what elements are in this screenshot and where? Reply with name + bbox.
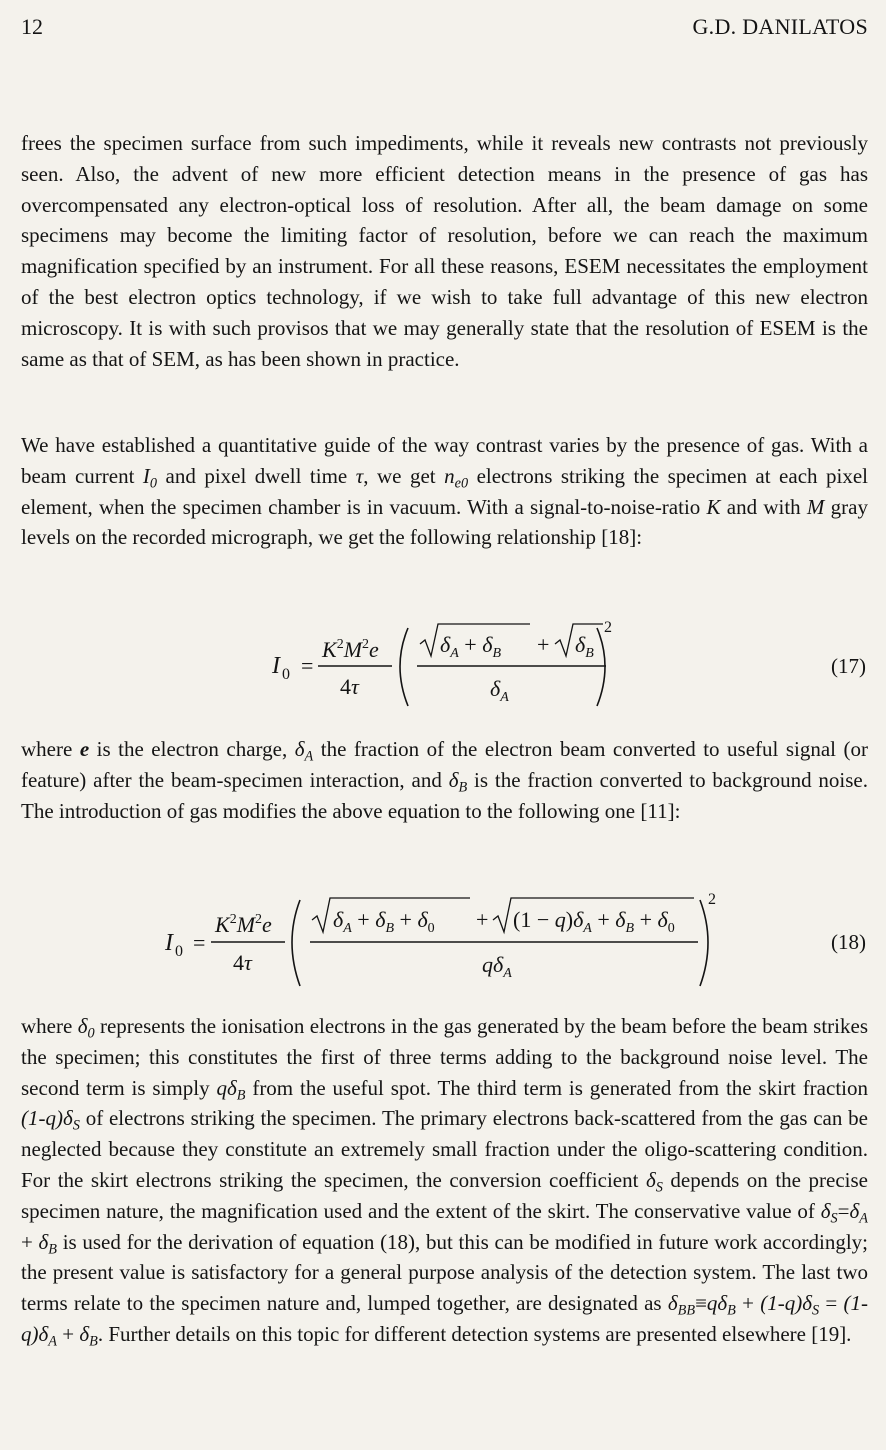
eq18-lhs: I bbox=[165, 930, 173, 956]
eq17-right-paren bbox=[597, 628, 605, 706]
eq17-radicand-1: $\delta_A + \delta_B$ bbox=[440, 632, 502, 661]
eq17-denominator-2: $\delta_A$ bbox=[490, 676, 509, 705]
eq17-left-paren bbox=[400, 628, 408, 706]
eq18-equals: = bbox=[193, 930, 206, 955]
eq17-denominator-1: 4τ bbox=[340, 674, 359, 699]
page-header bbox=[21, 14, 868, 48]
equation-18 bbox=[0, 882, 886, 994]
eq18-left-paren bbox=[292, 900, 300, 986]
equation-18-number: (18) bbox=[831, 930, 866, 954]
page-number: 12 bbox=[21, 14, 43, 39]
eq18-radicand-2: $(1 - q)\delta_A + \delta_B + \delta_0$ bbox=[513, 907, 675, 936]
running-author: G.D. DANILATOS bbox=[692, 14, 868, 39]
eq18-denominator-1: 4τ bbox=[233, 950, 252, 975]
paragraph-2: We have established a quantitative guide of the way contrast varies by the presence of gas. With a beam current $I_0$ and pixel dwell time τ, we get $n_{e0}$ electrons striking the specimen at each pixel element, when the specimen chamber is in vacuum. With a signal-to-noise-ratio K and with M gray levels on the recorded micrograph, we get the following relationship [18]: bbox=[21, 433, 868, 550]
paragraph-1: frees the specimen surface from such impediments, while it reveals new contrasts not previously seen. Also, the advent of new more efficient detection means in the presence of gas has overcompensated any electron-optical loss of resolution. After all, the beam damage on some specimens may become the limiting factor of resolution, before we can reach the maximum magnification specified by an instrument. For all these reasons, ESEM necessitates the employment of the best electron optics technology, if we wish to take full advantage of this new electron microscopy. It is with such provisos that we may generally state that the resolution of ESEM is the same as that of SEM, as has been shown in practice. bbox=[21, 131, 868, 371]
eq17-plus: + bbox=[537, 632, 550, 657]
eq18-right-paren bbox=[700, 900, 708, 986]
eq18-plus: + bbox=[476, 907, 489, 932]
eq18-denominator-2: $q\delta_A$ bbox=[482, 952, 512, 981]
eq17-lhs-sub: 0 bbox=[282, 666, 290, 683]
eq18-radicand-1: $\delta_A + \delta_B + \delta_0$ bbox=[333, 907, 435, 936]
eq18-power: 2 bbox=[708, 891, 716, 908]
paragraph-4: where $\delta_0$ represents the ionisation electrons in the gas generated by the beam before the beam strikes the specimen; this constitutes the first of three terms adding to the background noise level. The second term is simply $q\delta_B$ from the useful spot. The third term is generated from the skirt fraction $(1-q)\delta_S$ of electrons striking the specimen. The primary electrons back-scattered from the gas can be neglected because they constitute an extremely small fraction under the oligo-scattering condition. For the skirt electrons striking the specimen, the conversion coefficient $\delta_S$ depends on the precise specimen nature, the magnification used and the extent of the skirt. The conservative value of $\delta_S=\delta_A + \delta_B$ is used for the derivation of equation (18), but this can be modified in future work accordingly; the present value is satisfactory for a general purpose analysis of the detection system. The last two terms relate to the specimen nature and, lumped together, are designated as $\delta_{BB}\equiv q\delta_B + (1-q)\delta_S = (1-q)\delta_A + \delta_B$. Further details on this topic for different detection systems are presented elsewhere [19]. bbox=[21, 1014, 869, 1350]
eq18-numerator-1: $K^2M^2e$ bbox=[215, 912, 272, 937]
equation-18-graphic bbox=[0, 882, 886, 994]
eq17-lhs: I bbox=[272, 653, 280, 679]
eq17-power: 2 bbox=[604, 619, 612, 636]
eq17-equals: = bbox=[301, 653, 314, 678]
paragraph-3: where e is the electron charge, $\delta_A$ the fraction of the electron beam converted to useful signal (or feature) after the beam-specimen interaction, and $\delta_B$ is the fraction converted to background noise. The introduction of gas modifies the above equation to the following one [11]: bbox=[21, 737, 869, 823]
eq17-radicand-2: $\delta_B$ bbox=[575, 632, 594, 661]
equation-17-graphic bbox=[0, 610, 886, 715]
equation-17 bbox=[0, 610, 886, 715]
eq17-numerator-1: $K^2M^2e$ bbox=[322, 637, 379, 662]
eq18-lhs-sub: 0 bbox=[175, 943, 183, 960]
equation-17-number: (17) bbox=[831, 654, 866, 678]
